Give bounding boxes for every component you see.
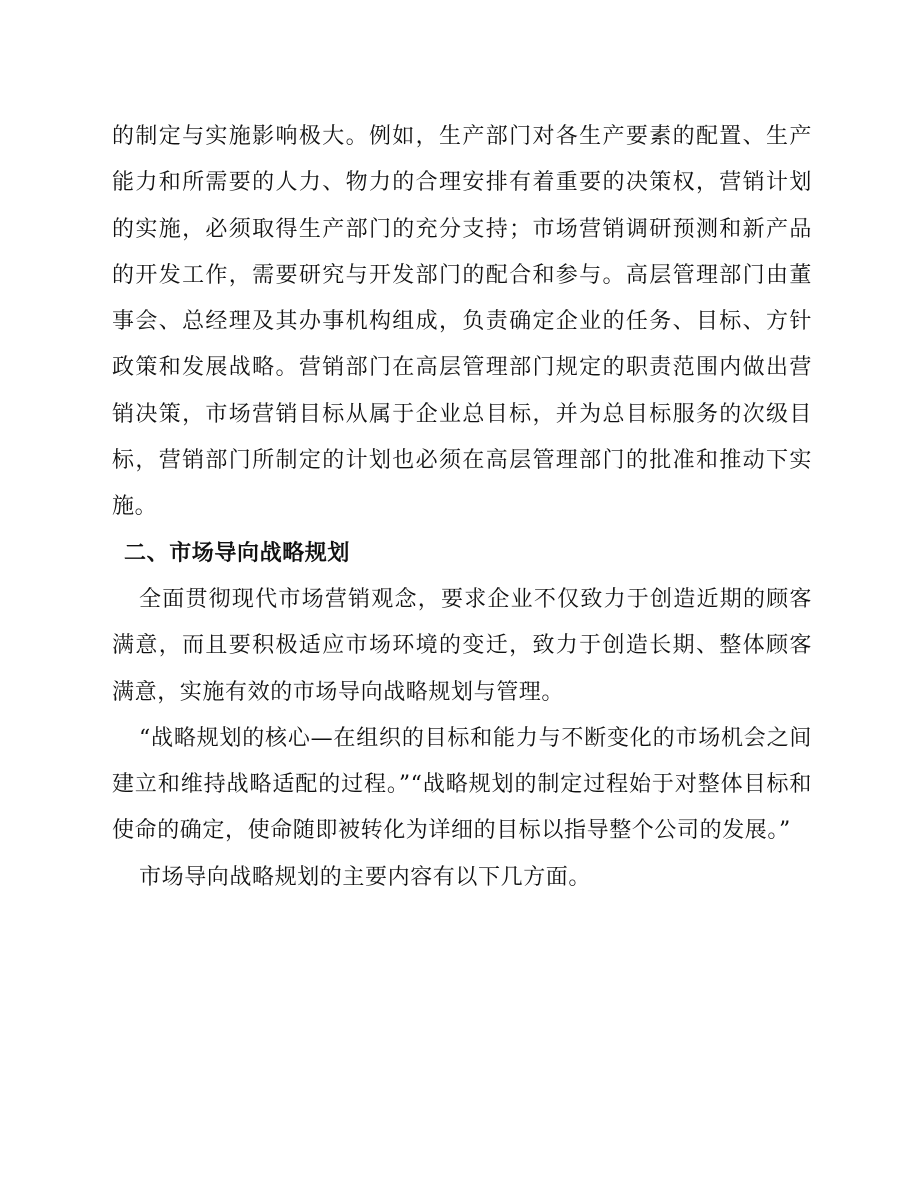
body-paragraph-continuation: 的制定与实施影响极大。例如，生产部门对各生产要素的配置、生产能力和所需要的人力、物力的合理安排有着重要的决策权，营销计划的实施，必须取得生产部门的充分支持；市场营销调研预测和新产品的开发工作，需要研究与开发部门的配合和参与。高层管理部门由董事会、总经理及其办事机构组成，负责确定企业的任务、目标、方针政策和发展战略。营销部门在高层管理部门规定的职责范围内做出营销决策，市场营销目标从属于企业总目标，并为总目标服务的次级目标，营销部门所制定的计划也必须在高层管理部门的批准和推动下实施。 (112, 124, 812, 520)
body-paragraph-summary: 市场导向战略规划的主要内容有以下几方面。 (139, 864, 592, 890)
body-paragraph-quote: “战略规划的核心—在组织的目标和能力与不断变化的市场机会之间建立和维持战略适配的过程。”“战略规划的制定过程始于对整体目标和使命的确定，使命随即被转化为详细的目标以指导整个公司的发展。” (112, 725, 812, 844)
body-paragraph-intro: 全面贯彻现代市场营销观念，要求企业不仅致力于创造近期的顾客满意，而且要积极适应市场环境的变迁，致力于创造长期、整体顾客满意，实施有效的市场导向战略规划与管理。 (112, 586, 812, 705)
section-heading: 二、市场导向战略规划 (124, 540, 351, 566)
document-page (112, 114, 812, 901)
